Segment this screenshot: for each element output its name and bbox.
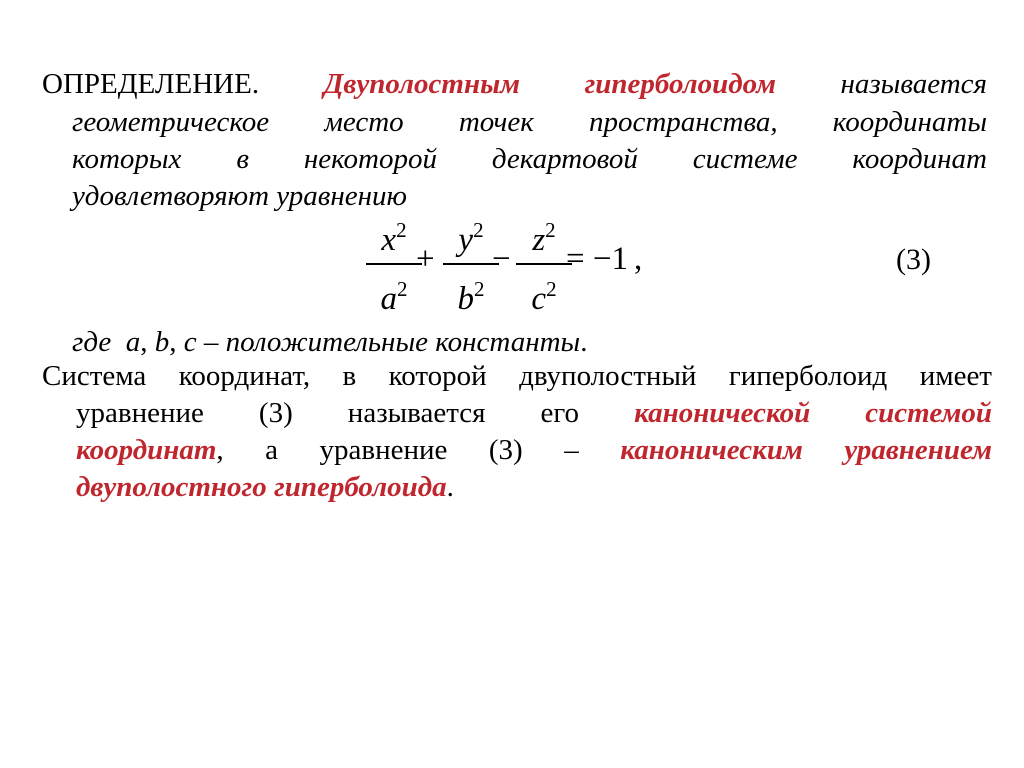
fraction-z-over-c	[516, 210, 572, 319]
equation-rhs: = −1	[566, 241, 628, 277]
constants-note	[72, 324, 587, 360]
constant-a: a	[125, 326, 141, 358]
canonical-line-2	[76, 395, 992, 431]
equation-trailing-comma: ,	[634, 241, 643, 277]
constants-comma-1: ,	[140, 326, 148, 358]
canonical-coordinates-term: координат	[76, 434, 217, 466]
numerator-z: $z^2$	[532, 218, 556, 258]
denominator-a: $a^2$	[380, 276, 408, 317]
equation-number: (3)	[896, 243, 931, 276]
constants-suffix: – положительные константы	[203, 326, 581, 358]
constants-period: .	[580, 326, 588, 358]
definition-line-3: которых в некоторой декартовой системе координат	[72, 143, 987, 175]
fraction-x-over-a	[366, 210, 422, 319]
definition-line-2: геометрическое место точек пространства, координаты	[72, 106, 987, 138]
canonical-equation-term: каноническим уравнением	[620, 434, 993, 466]
canonical-system-term: канонической системой	[634, 397, 992, 429]
canonical-line-2-start: уравнение (3) называется его	[76, 397, 580, 429]
constant-c: c	[183, 326, 197, 358]
canonical-line-4-end: .	[446, 471, 454, 503]
constants-comma-2: ,	[169, 326, 177, 358]
numerator-x: $x^2$	[381, 218, 407, 258]
definition-line-1-rest: называется	[840, 68, 987, 100]
fraction-bar	[366, 263, 422, 265]
denominator-c: $c^2$	[531, 276, 557, 317]
minus-sign: −	[492, 241, 511, 277]
denominator-b: $b^2$	[457, 276, 485, 317]
definition-line-4: удовлетворяют уравнению	[72, 180, 407, 212]
plus-sign: +	[416, 241, 435, 277]
constant-b: b	[154, 326, 170, 358]
canonical-line-3-rest: , а уравнение (3) –	[216, 434, 579, 466]
definition-term: Двуполостным гиперболоидом	[323, 68, 776, 100]
definition-line-1	[42, 66, 987, 102]
numerator-y: $y^2$	[458, 218, 484, 258]
constants-prefix: где	[72, 326, 112, 358]
definition-heading: ОПРЕДЕЛЕНИЕ.	[42, 68, 260, 100]
hyperboloid-term: двуполостного гиперболоида	[76, 471, 447, 503]
fraction-bar	[443, 263, 499, 265]
canonical-line-3	[76, 432, 992, 468]
hyperboloid-equation	[366, 210, 666, 317]
canonical-line-4	[76, 469, 454, 505]
fraction-bar	[516, 263, 572, 265]
fraction-y-over-b	[443, 210, 499, 319]
canonical-line-1: Система координат, в которой двуполостный гиперболоид имеет	[42, 360, 992, 392]
